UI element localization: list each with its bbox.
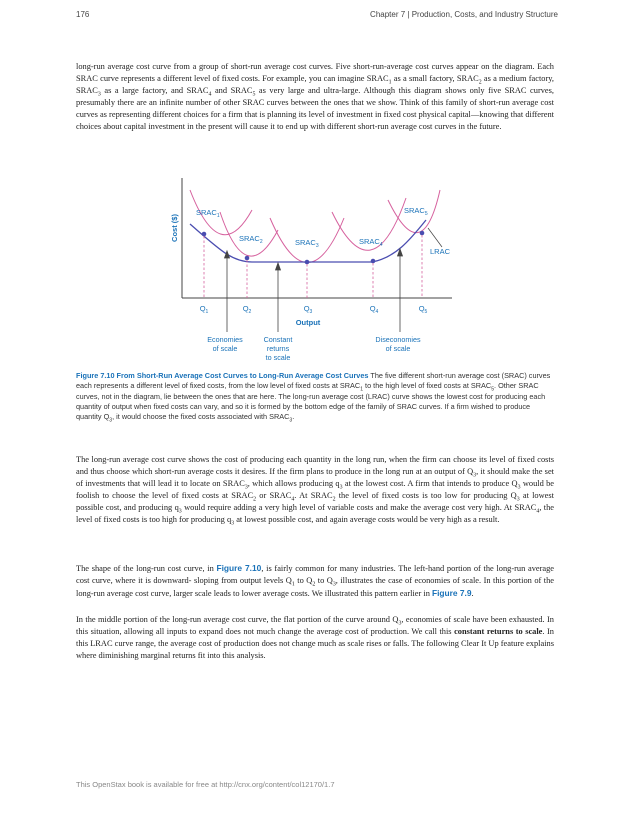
paragraph-lrac-explanation: The long-run average cost curve shows the cost of producing each quantity in the long run, when the firm can choose its level of fixed costs and thus choose which short-run average costs it desires. If the firm plans to produce in the long run at an output of $Q_3$, it should make the set of investments that will lead it to locate on $SRAC_3$, which allows producing $q_3$ at the lowest cost. A firm that intends to produce $Q_3$ would be foolish to choose the level of fixed costs at $SRAC_2$ or $SRAC_4$. At $SRAC_2$ the level of fixed costs is too low for producing $Q_3$ at lowest possible cost, and producing $q_3$ would require adding a very high level of variable costs and make the average cost very high. At $SRAC_4$, the level of fixed costs is too high for producing $q_3$ at lowest possible cost, and again average costs would be very high as a result. xyxy=(76,455,555,528)
srac3-label: $SRAC_3$ xyxy=(295,238,319,249)
diseconomies-label: Diseconomies of scale xyxy=(375,335,421,353)
paragraph-shape: The shape of the long-run cost curve, in Figure 7.10, is fairly common for many industries. The left-hand portion of the long-run average cost curve, where it is downward- sloping from output levels $Q_1$ to $Q_2$ to $Q_3$, illustrates the case of economies of scale. In this portion of the long-run average cost curve, larger scale leads to lower average costs. We illustrated this pattern earlier in Figure 7.9. xyxy=(76,563,555,599)
srac4-label: $SRAC_4$ xyxy=(359,237,383,248)
page-number: 176 xyxy=(76,10,90,19)
srac5-label: $SRAC_5$ xyxy=(404,206,428,217)
figure-7-10-link[interactable]: Figure 7.10 xyxy=(216,563,262,573)
paragraph-constant-returns: In the middle portion of the long-run average cost curve, the flat portion of the curve around $Q_3$, economies of scale have been exhausted. In this situation, allowing all inputs to expand does not much change the average cost of production. We call this constant returns to scale. In this LRAC curve range, the average cost of production does not change much as scale rises or falls. The following Clear It Up feature explains where diminishing marginal returns fit into this analysis. xyxy=(76,615,555,661)
srac1-label: $SRAC_1$ xyxy=(196,208,220,219)
x-axis-label: Output xyxy=(295,318,321,327)
point-q5 xyxy=(420,231,425,236)
constant-returns-term: constant returns to scale xyxy=(454,627,543,637)
point-q4 xyxy=(371,259,376,264)
intro-paragraph: long-run average cost curve from a group of short-run average cost curves. Five short-run-average cost curves appear on the diagram. Each SRAC curve represents a different level of fixed costs. For example, you can imagine $SRAC_1$ as a small factory, $SRAC_2$ as a medium factory, $SRAC_3$ as a large factory, and $SRAC_4$ and $SRAC_5$ as very large and ultra-large. Although this diagram shows only five SRAC curves, presumably there are an infinite number of other SRAC curves between the ones that we show. Think of this family of short-run average cost curves as representing different choices for a firm that is planning its level of investment in fixed cost physical capital—knowing that different choices about capital investment in the present will cause it to end up with different short-run average cost curves in the future. xyxy=(76,62,554,132)
q1-label: $Q_1$ xyxy=(199,304,209,315)
point-q2 xyxy=(245,256,250,261)
point-q3 xyxy=(305,260,310,265)
figure-caption: Figure 7.10 From Short-Run Average Cost Curves to Long-Run Average Cost Curves The five different short-run average cost (SRAC) curves each represents a different level of fixed costs, from the low level of fixed costs at $SRAC_1$ to the high level of fixed costs at $SRAC_5$. Other SRAC curves, not in the diagram, lie between the ones that are here. The long-run average cost (LRAC) curve shows the lowest cost for producing each quantity of output when fixed costs can vary, and so it is formed by the bottom edge of the family of SRAC curves. If a firm wished to produce quantity $Q_3$, it would choose the fixed costs associated with $SRAC_3$. xyxy=(76,371,551,424)
q3-label: $Q_3$ xyxy=(303,304,313,315)
q4-label: $Q_4$ xyxy=(369,304,379,315)
cost-curves-figure xyxy=(160,170,460,370)
q5-label: $Q_5$ xyxy=(418,304,428,315)
figure-7-9-link[interactable]: Figure 7.9 xyxy=(431,588,472,599)
constant-label: Constant returns to scale xyxy=(263,335,293,362)
q2-label: $Q_2$ xyxy=(242,304,252,315)
point-q1 xyxy=(202,232,207,237)
srac2-label: $SRAC_2$ xyxy=(239,234,263,245)
chapter-header: Chapter 7 | Production, Costs, and Industry Structure xyxy=(370,10,558,19)
lrac-label: LRAC xyxy=(430,247,451,256)
y-axis-label: Cost ($) xyxy=(170,214,179,242)
footer-note: This OpenStax book is available for free at http://cnx.org/content/col12170/1.7 xyxy=(76,780,335,789)
lrac-pointer xyxy=(428,228,442,247)
economies-label: Economies of scale xyxy=(207,335,243,353)
caption-title: Figure 7.10 From Short-Run Average Cost Curves to Long-Run Average Cost Curves xyxy=(76,371,369,380)
